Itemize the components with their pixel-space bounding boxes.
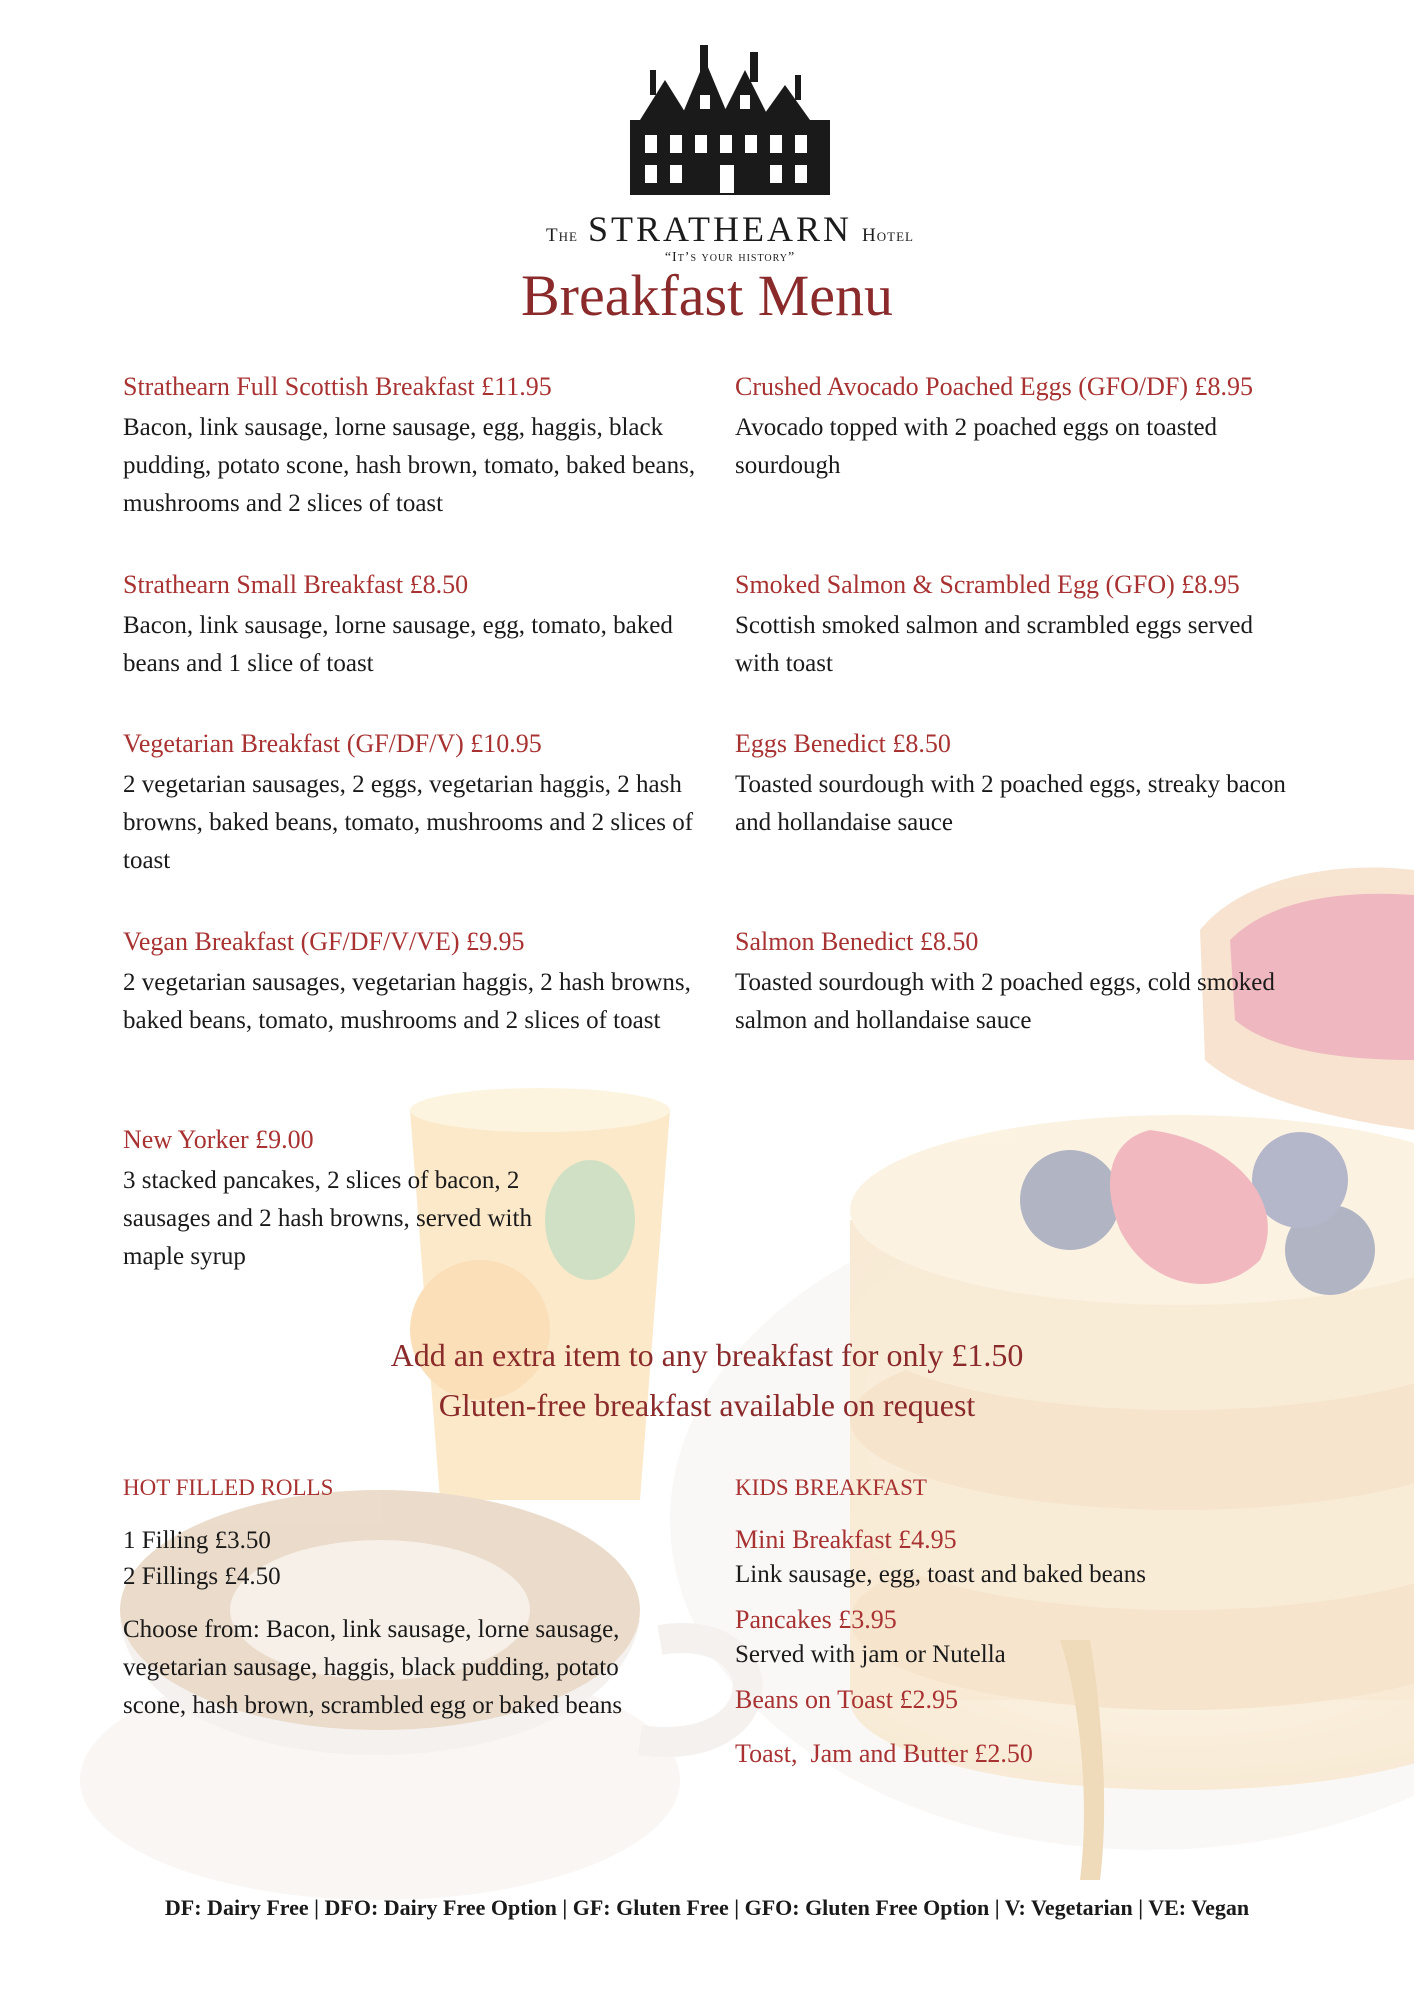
kids-item xyxy=(735,1737,1295,1771)
menu-item xyxy=(123,568,723,683)
kids-item xyxy=(735,1683,1295,1717)
kids-item-title: Toast, Jam and Butter £2.50 xyxy=(735,1739,1033,1768)
logo-name: STRATHEARN xyxy=(587,209,853,249)
kids-item-desc: Served with jam or Nutella xyxy=(735,1641,1006,1668)
logo-hotel: Hotel xyxy=(862,225,914,246)
menu-item xyxy=(123,1123,723,1276)
extras-note xyxy=(0,1330,1414,1430)
kids-item-desc: Link sausage, egg, toast and baked beans xyxy=(735,1561,1146,1588)
menu-item-desc: Scottish smoked salmon and scrambled eggs served with toast xyxy=(735,612,1253,677)
menu-item-desc: 3 stacked pancakes, 2 slices of bacon, 2 sausages and 2 hash browns, served with maple syrup xyxy=(123,1167,532,1270)
dietary-legend: DF: Dairy Free | DFO: Dairy Free Option | GF: Gluten Free | GFO: Gluten Free Option | V: Vegetarian | VE: Vegan xyxy=(164,1895,1250,1920)
menu-item-title: New Yorker £9.00 xyxy=(123,1125,314,1154)
kids-heading: KIDS BREAKFAST xyxy=(735,1475,927,1500)
menu-item-desc: Bacon, link sausage, lorne sausage, egg, tomato, baked beans and 1 slice of toast xyxy=(123,612,673,677)
menu-item-desc: Toasted sourdough with 2 poached eggs, cold smoked salmon and hollandaise sauce xyxy=(735,969,1275,1034)
menu-item-title: Crushed Avocado Poached Eggs (GFO/DF) £8.95 xyxy=(735,372,1254,401)
menu-item xyxy=(735,370,1335,485)
rolls-option-1: 1 Filling £3.50 xyxy=(123,1527,271,1554)
tagline: “It’s your history” xyxy=(664,250,796,265)
menu-item xyxy=(735,568,1335,683)
rolls-option-2: 2 Fillings £4.50 xyxy=(123,1563,281,1590)
menu-item xyxy=(123,727,723,880)
menu-item-title: Eggs Benedict £8.50 xyxy=(735,729,951,758)
page-title: Breakfast Menu xyxy=(520,263,894,328)
menu-item-title: Vegetarian Breakfast (GF/DF/V) £10.95 xyxy=(123,729,542,758)
menu-item xyxy=(735,727,1335,842)
kids-item-title: Beans on Toast £2.95 xyxy=(735,1685,959,1714)
kids-section xyxy=(735,1475,1295,1771)
kids-item-title: Mini Breakfast £4.95 xyxy=(735,1525,957,1554)
menu-item xyxy=(123,370,723,523)
hotel-logo xyxy=(540,40,920,265)
menu-item-desc: Bacon, link sausage, lorne sausage, egg, haggis, black pudding, potato scone, hash brown, tomato, baked beans, mushrooms and 2 slices of toast xyxy=(123,414,696,517)
hot-rolls-section xyxy=(123,1475,643,1725)
menu-item-desc: Avocado topped with 2 poached eggs on toasted sourdough xyxy=(735,414,1218,479)
hot-rolls-heading: HOT FILLED ROLLS xyxy=(123,1475,334,1500)
extras-line-1: Add an extra item to any breakfast for only £1.50 xyxy=(390,1337,1024,1373)
menu-item-title: Strathearn Small Breakfast £8.50 xyxy=(123,570,469,599)
menu-item-title: Strathearn Full Scottish Breakfast £11.95 xyxy=(123,372,552,401)
menu-item-desc: 2 vegetarian sausages, vegetarian haggis, 2 hash browns, baked beans, tomato, mushrooms and 2 slices of toast xyxy=(123,969,691,1034)
logo-the: The xyxy=(546,225,578,246)
extras-line-2: Gluten-free breakfast available on request xyxy=(438,1387,976,1423)
kids-item xyxy=(735,1603,1295,1673)
menu-item-title: Salmon Benedict £8.50 xyxy=(735,927,979,956)
menu-item-desc: Toasted sourdough with 2 poached eggs, streaky bacon and hollandaise sauce xyxy=(735,771,1286,836)
rolls-choose: Choose from: Bacon, link sausage, lorne sausage, vegetarian sausage, haggis, black pudding, potato scone, hash brown, scrambled egg or baked beans xyxy=(123,1616,623,1719)
hotel-building-icon xyxy=(620,40,840,200)
menu-item xyxy=(735,925,1335,1040)
menu-item-title: Vegan Breakfast (GF/DF/V/VE) £9.95 xyxy=(123,927,525,956)
menu-item-title: Smoked Salmon & Scrambled Egg (GFO) £8.95 xyxy=(735,570,1240,599)
menu-item-desc: 2 vegetarian sausages, 2 eggs, vegetarian haggis, 2 hash browns, baked beans, tomato, mushrooms and 2 slices of toast xyxy=(123,771,694,874)
kids-item-title: Pancakes £3.95 xyxy=(735,1605,897,1634)
menu-item xyxy=(123,925,723,1040)
kids-item xyxy=(735,1523,1295,1593)
